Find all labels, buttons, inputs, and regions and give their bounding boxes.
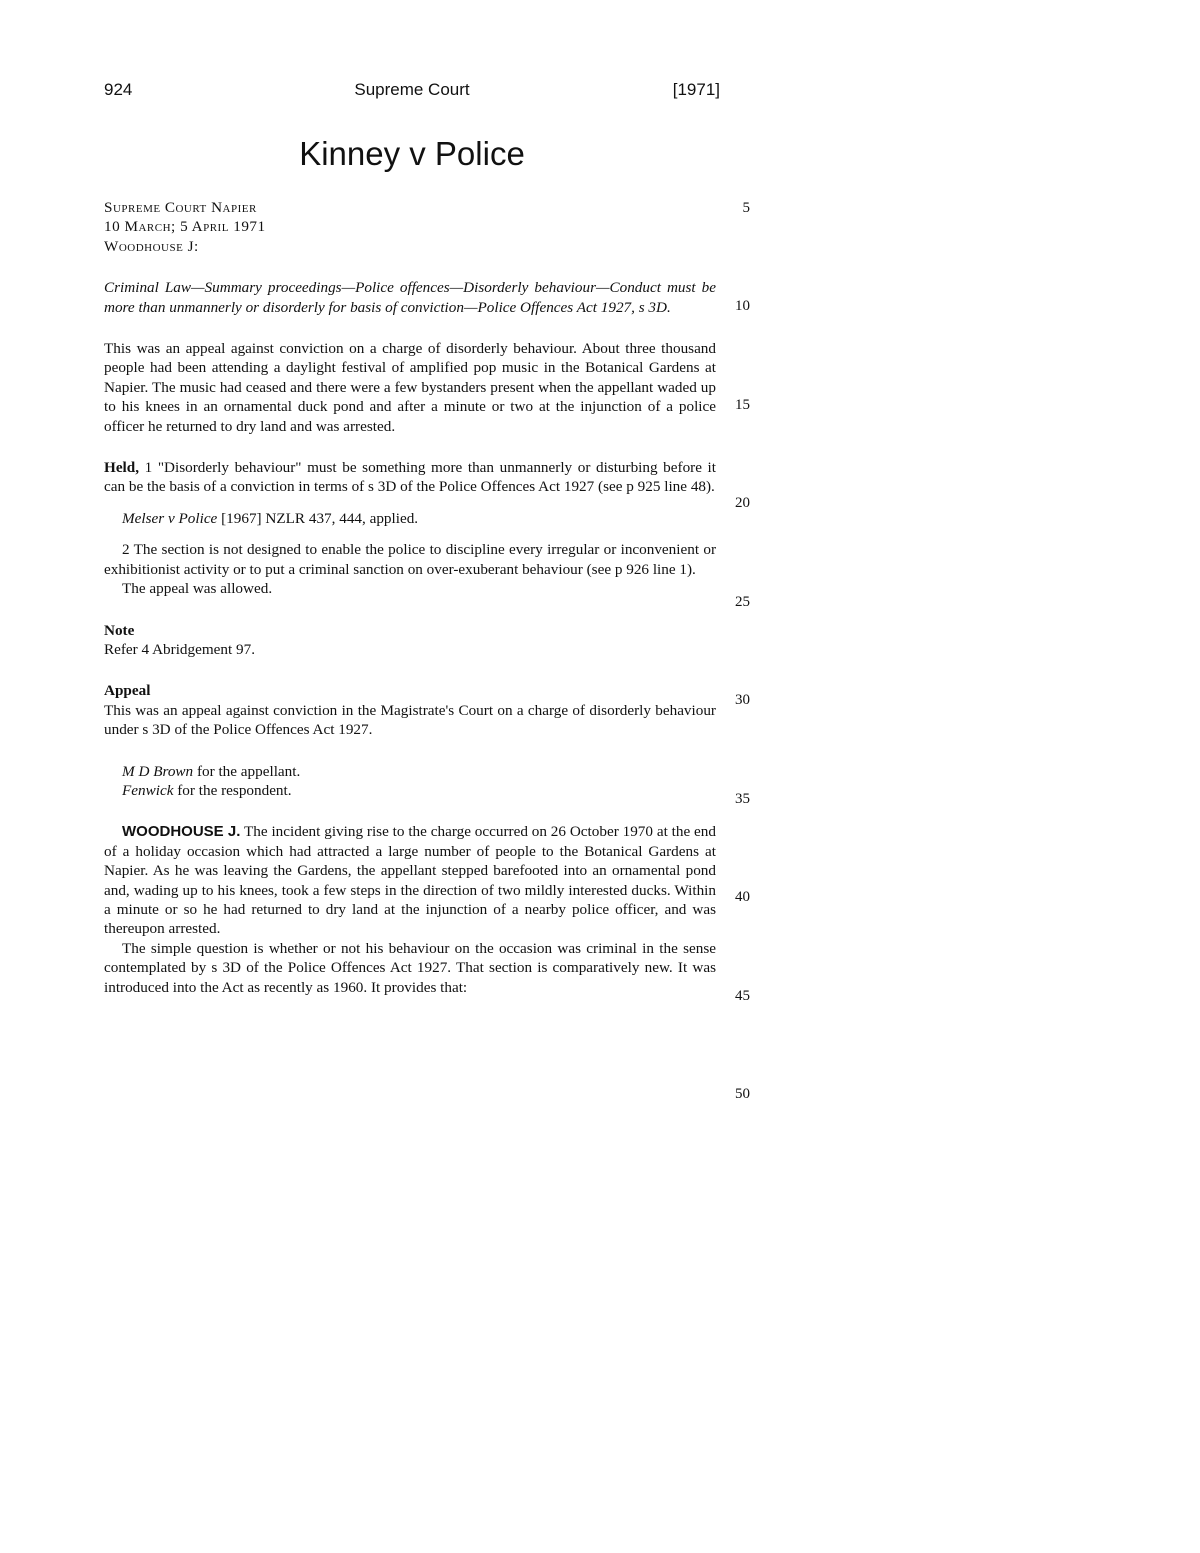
held-point-1-text: 1 "Disorderly behaviour" must be something more than unmannerly or disturbing before it can be the basis of a conviction in terms of s 3D of the Police Offences Act 1927 (see p 925 line 48). [104, 459, 716, 496]
counsel-role: for the respondent. [173, 781, 292, 799]
judge-name: Woodhouse J: [104, 237, 199, 255]
held-point-2: 2 The section is not designed to enable the police to discipline every irregular or inconvenient or exhibitionist activity or to put a criminal sanction on over-exuberant behaviour (see p 926 line 1). [104, 541, 716, 578]
line-number: 20 [735, 495, 750, 511]
case-title: Kinney v Police [299, 135, 525, 172]
line-number: 40 [735, 889, 750, 905]
counsel-name: M D Brown [122, 762, 194, 780]
hearing-dates: 10 March; 5 April 1971 [104, 218, 266, 236]
line-number: 5 [742, 200, 750, 216]
counsel-name: Fenwick [122, 781, 174, 799]
counsel-respondent [104, 781, 716, 800]
judgment-paragraph-1 [104, 822, 716, 938]
judgment-paragraph-2: The simple question is whether or not his behaviour on the occasion was criminal in the sense contemplated by s 3D of the Police Offences Act 1927. That section is comparatively new. It was introduced into the Act as recently as 1960. It provides that: [104, 939, 716, 996]
page-number: 924 [104, 80, 133, 99]
counsel-appellant [104, 762, 716, 781]
line-number: 15 [735, 397, 750, 413]
running-header [104, 80, 720, 106]
court-name: Supreme Court Napier [104, 199, 257, 216]
line-number: 30 [735, 692, 750, 708]
line-number: 25 [735, 594, 750, 610]
running-title: Supreme Court [354, 80, 470, 99]
judgment-judge: WOODHOUSE J. [122, 823, 241, 841]
appeal-heading: Appeal [104, 682, 151, 700]
line-number: 10 [735, 298, 750, 314]
citation-rest: [1967] NZLR 437, 444, applied. [217, 509, 419, 527]
catchwords: Criminal Law—Summary proceedings—Police offences—Disorderly behaviour—Conduct must be more than unmannerly or disorderly for basis of conviction—Police Offences Act 1927, s 3D. [104, 279, 716, 316]
note-text: Refer 4 Abridgement 97. [104, 640, 255, 658]
citation-case: Melser v Police [122, 509, 218, 527]
note-heading: Note [104, 621, 135, 639]
held-point-1 [104, 458, 716, 497]
counsel-role: for the appellant. [193, 762, 301, 780]
line-number: 45 [735, 988, 750, 1004]
line-number: 50 [735, 1086, 750, 1102]
held-label: Held, [104, 459, 140, 477]
headnote: This was an appeal against conviction on a charge of disorderly behaviour. About three thousand people had been attending a daylight festival of amplified pop music in the Botanical Gardens at Napier. The music had ceased and there were a few bystanders present when the appellant waded up to his knees in an ornamental duck pond and after a minute or two at the injunction of a police officer he returned to dry land and was arrested. [104, 340, 716, 435]
held-citation [104, 509, 716, 528]
report-year: [1971] [672, 80, 720, 99]
appeal-text: This was an appeal against conviction in the Magistrate's Court on a charge of disorderly behaviour under s 3D of the Police Offences Act 1927. [104, 701, 716, 739]
report-body [104, 198, 716, 997]
line-number: 35 [735, 791, 750, 807]
held-result: The appeal was allowed. [122, 580, 273, 598]
judgment-para-1-text: The incident giving rise to the charge occurred on 26 October 1970 at the end of a holiday occasion which had attracted a large number of people to the Botanical Gardens at Napier. As he was leaving the Gardens, the appellant stepped barefooted into an ornamental pond and, wading up to his knees, took a few steps in the direction of two mildly interested ducks. Within a minute or so he had returned to dry land at the injunction of a nearby police officer, and was thereupon arrested. [104, 823, 716, 938]
